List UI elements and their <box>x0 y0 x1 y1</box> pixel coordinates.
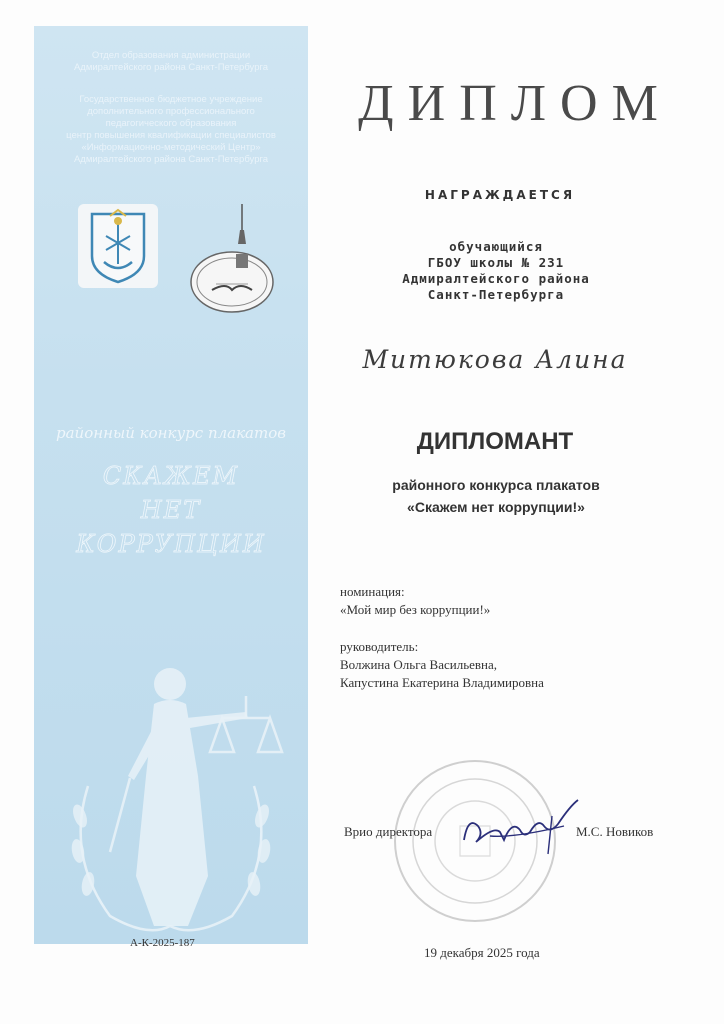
issue-date: 19 декабря 2025 года <box>424 945 540 960</box>
awarded-caption: НАГРАЖДАЕТСЯ <box>424 188 576 202</box>
nomination-block <box>340 583 490 619</box>
diploma-title: ДИПЛОМ <box>358 75 672 132</box>
recipient-school: ГБОУ школы № 231 <box>427 255 565 270</box>
diploma-code: А-К-2025-187 <box>130 937 195 949</box>
nomination-value: «Мой мир без коррупции!» <box>340 602 491 617</box>
contest-title <box>336 474 656 518</box>
district-emblem-icon <box>78 204 158 288</box>
band-org-line: Адмиралтейского района Санкт-Петербурга <box>73 62 269 73</box>
band-org-line: Адмиралтейского района Санкт-Петербурга <box>73 154 269 165</box>
decorative-band <box>34 26 308 944</box>
supervisor-label: руководитель: <box>340 639 419 654</box>
band-org-line: центр повышения квалификации специалистов <box>66 130 276 141</box>
recipient-city: Санкт-Петербурга <box>427 287 565 302</box>
award-status: ДИПЛОМАНТ <box>416 428 574 455</box>
band-org-line: педагогического образования <box>105 118 237 129</box>
contest-slogan: «Скажем нет коррупции!» <box>407 499 585 515</box>
recipient-district: Адмиралтейского района <box>402 271 590 286</box>
signature-row <box>340 820 680 860</box>
handwritten-signature-icon <box>454 796 594 856</box>
band-slogan-line: НЕТ <box>140 496 202 524</box>
imc-badge-icon <box>186 204 278 314</box>
band-slogan-line: СКАЖЕМ <box>102 462 240 490</box>
supervisor-block <box>340 638 544 692</box>
band-org-line: Отдел образования администрации <box>91 50 251 61</box>
band-org-line: дополнительного профессионального <box>87 106 255 117</box>
recipient-school-block <box>336 239 656 303</box>
band-slogan-line: КОРРУПЦИИ <box>76 530 266 558</box>
band-org-line: «Информационно-методический Центр» <box>81 142 261 153</box>
signatory-position: Врио директора <box>344 824 433 839</box>
supervisor-name: Волжина Ольга Васильевна, <box>340 657 498 672</box>
contest-line: районного конкурса плакатов <box>392 477 600 493</box>
band-org-line: Государственное бюджетное учреждение <box>79 94 263 105</box>
band-organization-top <box>34 50 308 74</box>
band-contest-caption: районный конкурс плакатов <box>56 424 286 442</box>
supervisor-name: Капустина Екатерина Владимировна <box>340 675 544 690</box>
recipient-name: Митюкова Алина <box>362 345 628 374</box>
band-organization-main <box>34 94 308 166</box>
signatory-name: М.С. Новиков <box>576 824 654 839</box>
lady-justice-icon <box>58 626 284 942</box>
nomination-label: номинация: <box>340 584 405 599</box>
recipient-role: обучающийся <box>449 239 543 254</box>
